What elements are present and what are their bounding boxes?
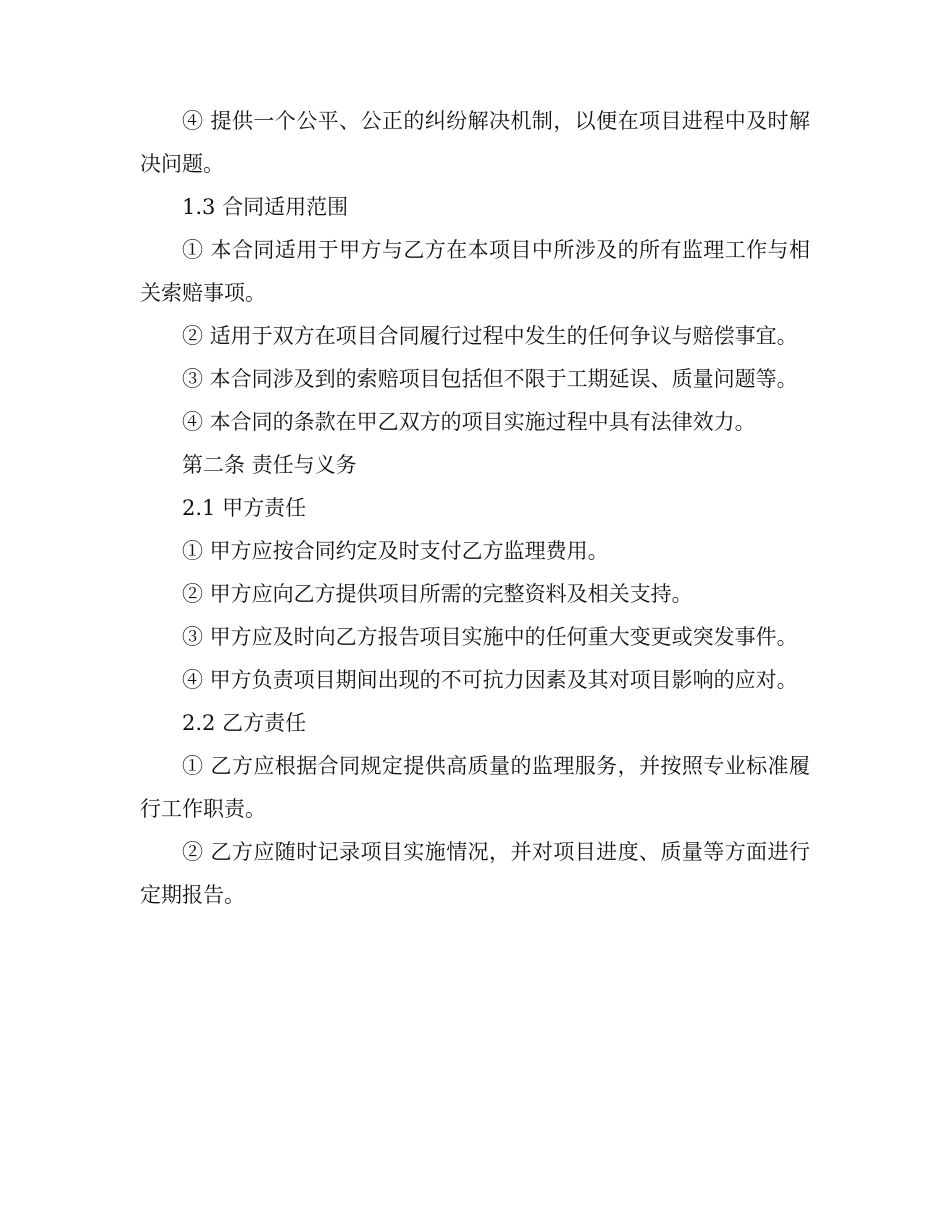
paragraph-clause-2-1-item-1: ① 甲方应按合同约定及时支付乙方监理费用。	[182, 539, 609, 563]
section-heading-2-2: 2.2 乙方责任	[182, 711, 307, 735]
paragraph-clause-2-1-item-3: ③ 甲方应及时向乙方报告项目实施中的任何重大变更或突发事件。	[182, 625, 798, 649]
paragraph-clause-1-3-item-2: ② 适用于双方在项目合同履行过程中发生的任何争议与赔偿事宜。	[182, 324, 798, 348]
paragraph-clause-1-2-item-4: ④ 提供一个公平、公正的纠纷解决机制，以便在项目进程中及时解决问题。	[140, 109, 810, 176]
paragraph-clause-2-1-item-4: ④ 甲方负责项目期间出现的不可抗力因素及其对项目影响的应对。	[182, 668, 798, 692]
paragraph-clause-2-2-item-1: ① 乙方应根据合同规定提供高质量的监理服务，并按照专业标准履行工作职责。	[140, 754, 810, 821]
paragraph-clause-1-3-item-3: ③ 本合同涉及到的索赔项目包括但不限于工期延误、质量问题等。	[182, 367, 798, 391]
paragraph-clause-2-1-item-2: ② 甲方应向乙方提供项目所需的完整资料及相关支持。	[182, 582, 693, 606]
article-heading-2: 第二条 责任与义务	[182, 453, 357, 477]
document-body	[140, 100, 810, 917]
paragraph-clause-1-3-item-1: ① 本合同适用于甲方与乙方在本项目中所涉及的所有监理工作与相关索赔事项。	[140, 238, 810, 305]
paragraph-clause-2-2-item-2: ② 乙方应随时记录项目实施情况，并对项目进度、质量等方面进行定期报告。	[140, 840, 810, 907]
section-heading-2-1: 2.1 甲方责任	[182, 496, 307, 520]
paragraph-clause-1-3-item-4: ④ 本合同的条款在甲乙双方的项目实施过程中具有法律效力。	[182, 410, 756, 434]
section-heading-1-3: 1.3 合同适用范围	[182, 195, 349, 219]
